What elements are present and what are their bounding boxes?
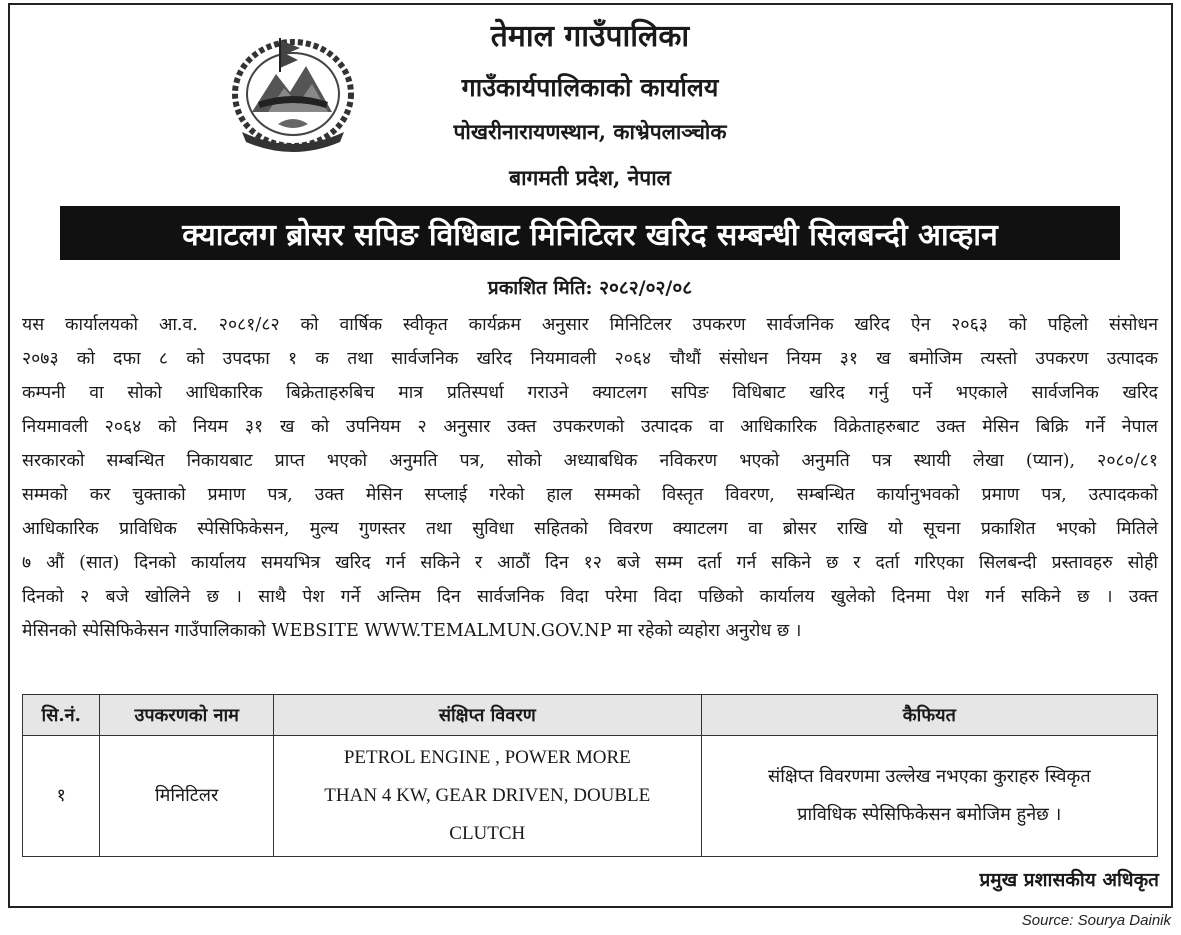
cell-description <box>273 736 701 857</box>
province-country: बागमती प्रदेश, नेपाल <box>509 165 671 190</box>
body-line: कम्पनी वा सोको आधिकारिक बिक्रेताहरुबिच मात्र प्रतिस्पर्धा गराउने क्याटलग सपिङ विधिबाट खरिद गर्नु पर्ने भएकाले सार्वजनिक खरिद <box>22 383 1158 403</box>
table-row <box>23 736 1158 857</box>
description-line: CLUTCH <box>449 823 526 844</box>
municipality-name: तेमाल गाउँपालिका <box>490 19 690 54</box>
source-credit: Source: Sourya Dainik <box>1021 912 1171 929</box>
header-equipment-name: उपकरणको नाम <box>100 695 273 736</box>
body-line: सम्मको कर चुक्ताको प्रमाण पत्र, उक्त मेसिन सप्लाई गरेको हाल सम्मको विस्तृत विवरण, सम्बन्धित कार्यानुभवको प्रमाण पत्र, उत्पादकको <box>22 485 1158 505</box>
header-description: संक्षिप्त विवरण <box>273 695 701 736</box>
body-line: मेसिनको स्पेसिफिकेसन गाउँपालिकाको WEBSITE WWW.TEMALMUN.GOV.NP मा रहेको व्यहोरा अनुरोध छ । <box>22 621 802 641</box>
remark-line: संक्षिप्त विवरणमा उल्लेख नभएका कुराहरु स्विकृत <box>768 766 1091 787</box>
body-line: यस कार्यालयको आ.व. २०८१/८२ को वार्षिक स्वीकृत कार्यक्रम अनुसार मिनिटिलर उपकरण सार्वजनिक खरिद ऐन २०६३ को पहिलो संसोधन <box>22 315 1158 335</box>
publication-date: प्रकाशित मिति: २०८२/०२/०८ <box>487 277 693 299</box>
notice-body <box>22 308 1158 648</box>
office-name: गाउँकार्यपालिकाको कार्यालय <box>461 73 719 102</box>
office-address: पोखरीनारायणस्थान, काभ्रेपलाञ्चोक <box>453 119 727 144</box>
body-line: २०७३ को दफा ८ को उपदफा १ क तथा सार्वजनिक खरिद नियमावली २०६४ चौथौं संसोधन नियम ३१ ख बमोजिम त्यस्तो उपकरण उत्पादक <box>22 349 1158 369</box>
cell-serial: १ <box>23 736 100 857</box>
body-line: ७ औं (सात) दिनको कार्यालय समयभित्र खरिद गर्न सकिने र आठौं दिन १२ बजे सम्म दर्ता गर्न सकिने छ र दर्ता गरिएका सिलबन्दी प्रस्तावहरु सोही <box>22 553 1158 573</box>
description-line: PETROL ENGINE , POWER MORE <box>343 747 631 768</box>
cell-remarks <box>701 736 1157 857</box>
remark-line: प्राविधिक स्पेसिफिकेसन बमोजिम हुनेछ । <box>797 804 1062 825</box>
cell-equipment-name: मिनिटिलर <box>100 736 273 857</box>
body-line: दिनको २ बजे खोलिने छ । साथै पेश गर्ने अन्तिम दिन सार्वजनिक विदा परेमा विदा पछिको कार्यालय खुलेको दिनमा पेश गर्न सकिने छ । उक्त <box>22 587 1158 607</box>
equipment-table <box>22 694 1158 857</box>
body-line: सरकारको सम्बन्धित निकायबाट प्राप्त भएको अनुमति पत्र, सोको अध्याबधिक नविकरण भएको अनुमति पत्र स्थायी लेखा (प्यान), २०८०/८१ <box>22 451 1158 471</box>
signatory-title: प्रमुख प्रशासकीय अधिकृत <box>979 869 1159 891</box>
table-header-row <box>23 695 1158 736</box>
body-line: आधिकारिक प्राविधिक स्पेसिफिकेसन, मुल्य गुणस्तर तथा सुविधा सहितको विवरण क्याटलग वा ब्रोसर राखि यो सूचना प्रकाशित भएको मितिले <box>22 519 1158 539</box>
notice-title-banner: क्याटलग ब्रोसर सपिङ विधिबाट मिनिटिलर खरिद सम्बन्धी सिलबन्दी आव्हान <box>60 206 1120 260</box>
header-serial: सि.नं. <box>23 695 100 736</box>
header-remarks: कैफियत <box>701 695 1157 736</box>
description-line: THAN 4 KW, GEAR DRIVEN, DOUBLE <box>324 785 651 806</box>
body-line: नियमावली २०६४ को नियम ३१ ख को उपनियम २ अनुसार उक्त उपकरणको उत्पादक वा आधिकारिक विक्रेताहरुबाट उक्त मेसिन बिक्रि गर्ने नेपाल <box>22 417 1158 437</box>
